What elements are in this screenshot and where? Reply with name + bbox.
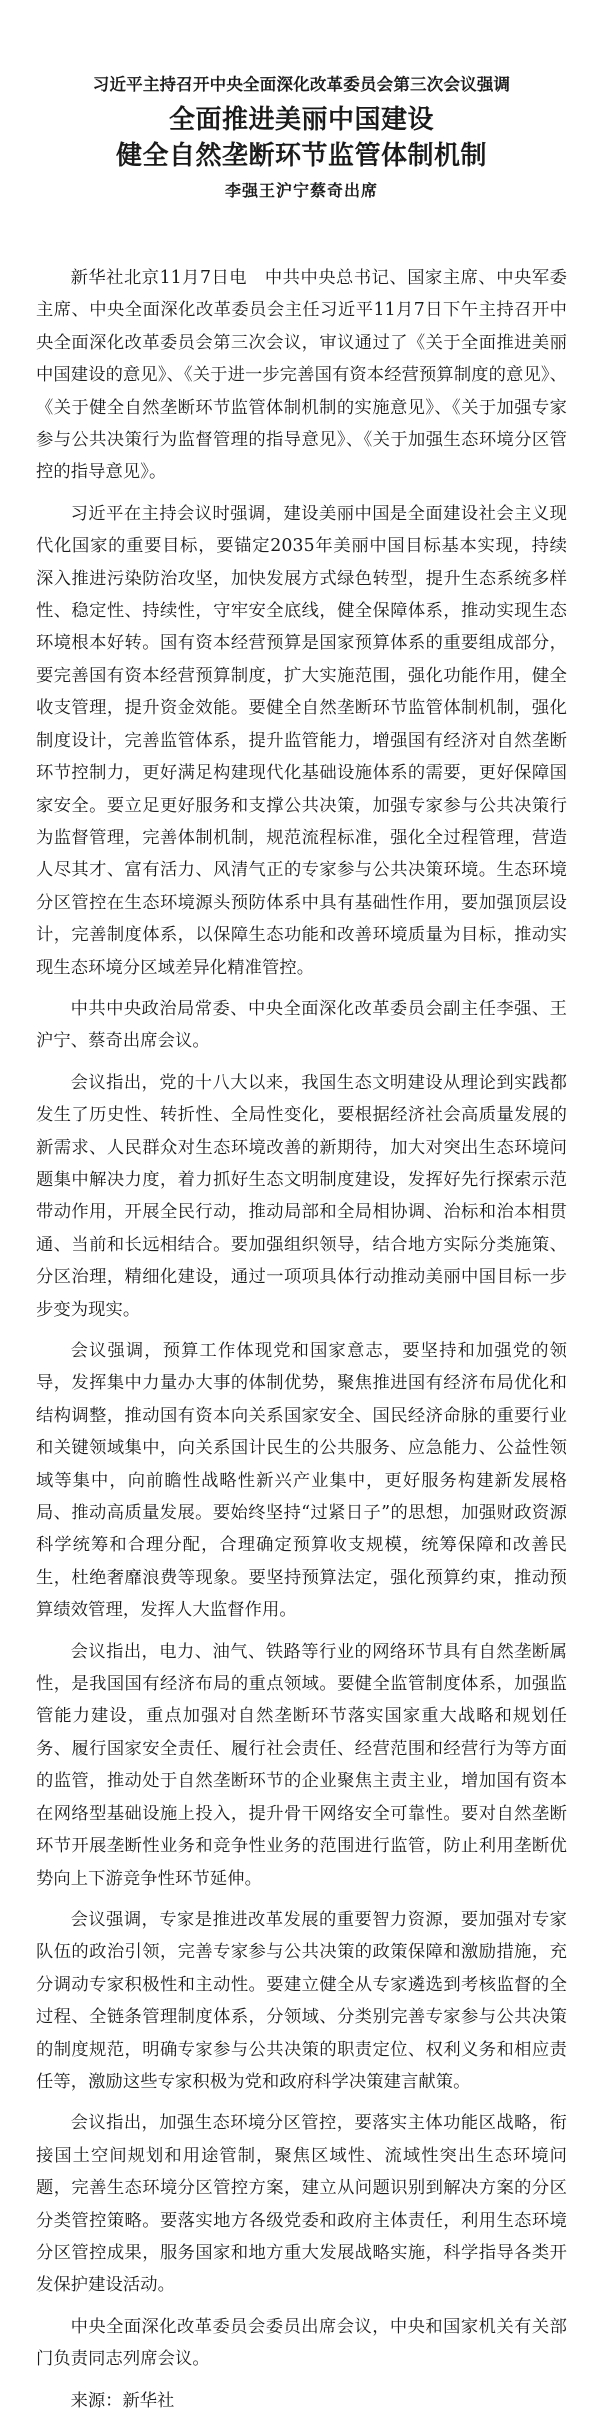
headline-line-1: 全面推进美丽中国建设 xyxy=(168,105,434,135)
paragraph-dateline: 新华社北京11月7日电 中共中央总书记、国家主席、中央军委主席、中央全面深化改革委员会主任习近平11月7日下午主持召开中央全面深化改革委员会第三次会议，审议通过了《关于全面推进美丽中国建设的意见》、《关于进一步完善国有资本经营预算制度的意见》、《关于健全自然垄断环节监管体制机制的实施意见》、《关于加强专家参与公共决策行为监督管理的指导意见》、《关于加强生态环境分区管控的指导意见》。 xyxy=(36,268,567,483)
paragraph-natural-monopoly: 会议指出，电力、油气、铁路等行业的网络环节具有自然垄断属性，是我国国有经济布局的重点领域。要健全监管制度体系，加强监管能力建设，重点加强对自然垄断环节落实国家重大战略和规划任务、履行国家安全责任、履行社会责任、经营范围和经营行为等方面的监管，推动处于自然垄断环节的企业聚焦主责主业，增加国有资本在网络型基础设施上投入，提升骨干网络安全可靠性。要对自然垄断环节开展垄断性业务和竞争性业务的范围进行监管，防止利用垄断优势向上下游竞争性环节延伸。 xyxy=(36,1641,567,1889)
paragraph-experts: 会议强调，专家是推进改革发展的重要智力资源，要加强对专家队伍的政治引领，完善专家参与公共决策的政策保障和激励措施，充分调动专家积极性和主动性。要建立健全从专家遴选到考核监督的全过程、全链条管理制度体系，分领域、分类别完善专家参与公共决策的制度规范，明确专家参与公共决策的职责定位、权利义务和相应责任等，激励这些专家积极为党和政府科学决策建言献策。 xyxy=(36,1909,567,2092)
article-headline xyxy=(36,102,567,174)
source-credit: 来源：新华社 xyxy=(70,2390,175,2411)
paragraph-committee-members: 中央全面深化改革委员会委员出席会议，中央和国家机关有关部门负责同志列席会议。 xyxy=(36,2316,567,2370)
paragraph-zoning-control: 会议指出，加强生态环境分区管控，要落实主体功能区战略，衔接国土空间规划和用途管制，聚焦区域性、流域性突出生态环境问题，完善生态环境分区管控方案，建立从问题识别到解决方案的分区分类管控策略。要落实地方各级党委和政府主体责任，利用生态环境分区管控成果，服务国家和地方重大发展战略实施，科学指导各类开发保护建设活动。 xyxy=(36,2113,567,2296)
paragraph-beautiful-china: 会议指出，党的十八大以来，我国生态文明建设从理论到实践都发生了历史性、转折性、全局性变化，要根据经济社会高质量发展的新需求、人民群众对生态环境改善的新期待，加大对突出生态环境问题集中解决力度，着力抓好生态文明制度建设，发挥好先行探索示范带动作用，开展全民行动，推动局部和全局相协调、治标和治本相贯通、当前和长远相结合。要加强组织领导，结合地方实际分类施策、分区治理，精细化建设，通过一项项具体行动推动美丽中国目标一步步变为现实。 xyxy=(36,1072,567,1320)
paragraph-xi-remarks: 习近平在主持会议时强调，建设美丽中国是全面建设社会主义现代化国家的重要目标，要锚定2035年美丽中国目标基本实现，持续深入推进污染防治攻坚，加快发展方式绿色转型，提升生态系统多样性、稳定性、持续性，守牢安全底线，健全保障体系，推动实现生态环境根本好转。国有资本经营预算是国家预算体系的重要组成部分，要完善国有资本经营预算制度，扩大实施范围，强化功能作用，健全收支管理，提升资金效能。要健全自然垄断环节监管体制机制，强化制度设计，完善监管体系，提升监管能力，增强国有经济对自然垄断环节控制力，更好满足构建现代化基础设施体系的需要，更好保障国家安全。要立足更好服务和支撑公共决策，加强专家参与公共决策行为监督管理，完善体制机制，规范流程标准，强化全过程管理，营造人尽其才、富有活力、风清气正的专家参与公共决策环境。生态环境分区管控在生态环境源头预防体系中具有基础性作用，要加强顶层设计，完善制度体系，以保障生态功能和改善环境质量为目标，推动实现生态环境分区域差异化精准管控。 xyxy=(36,503,567,978)
paragraph-budget: 会议强调，预算工作体现党和国家意志，要坚持和加强党的领导，发挥集中力量办大事的体制优势，聚焦推进国有经济布局优化和结构调整，推动国有资本向关系国家安全、国民经济命脉的重要行业和关键领域集中，向关系国计民生的公共服务、应急能力、公益性领域等集中，向前瞻性战略性新兴产业集中，更好服务构建新发展格局、推动高质量发展。要始终坚持“过紧日子”的思想，加强财政资源科学统筹和合理分配，合理确定预算收支规模，统筹保障和改善民生，杜绝奢靡浪费等现象。要坚持预算法定，强化预算约束，推动预算绩效管理，发挥人大监督作用。 xyxy=(36,1341,567,1621)
attendees-subtitle: 李强王沪宁蔡奇出席 xyxy=(224,181,378,200)
paragraph-attendance: 中共中央政治局常委、中央全面深化改革委员会副主任李强、王沪宁、蔡奇出席会议。 xyxy=(36,998,567,1052)
article-kicker: 习近平主持召开中央全面深化改革委员会第三次会议强调 xyxy=(92,75,511,94)
article-body xyxy=(36,262,567,2417)
headline-line-2: 健全自然垄断环节监管体制机制 xyxy=(115,141,487,171)
